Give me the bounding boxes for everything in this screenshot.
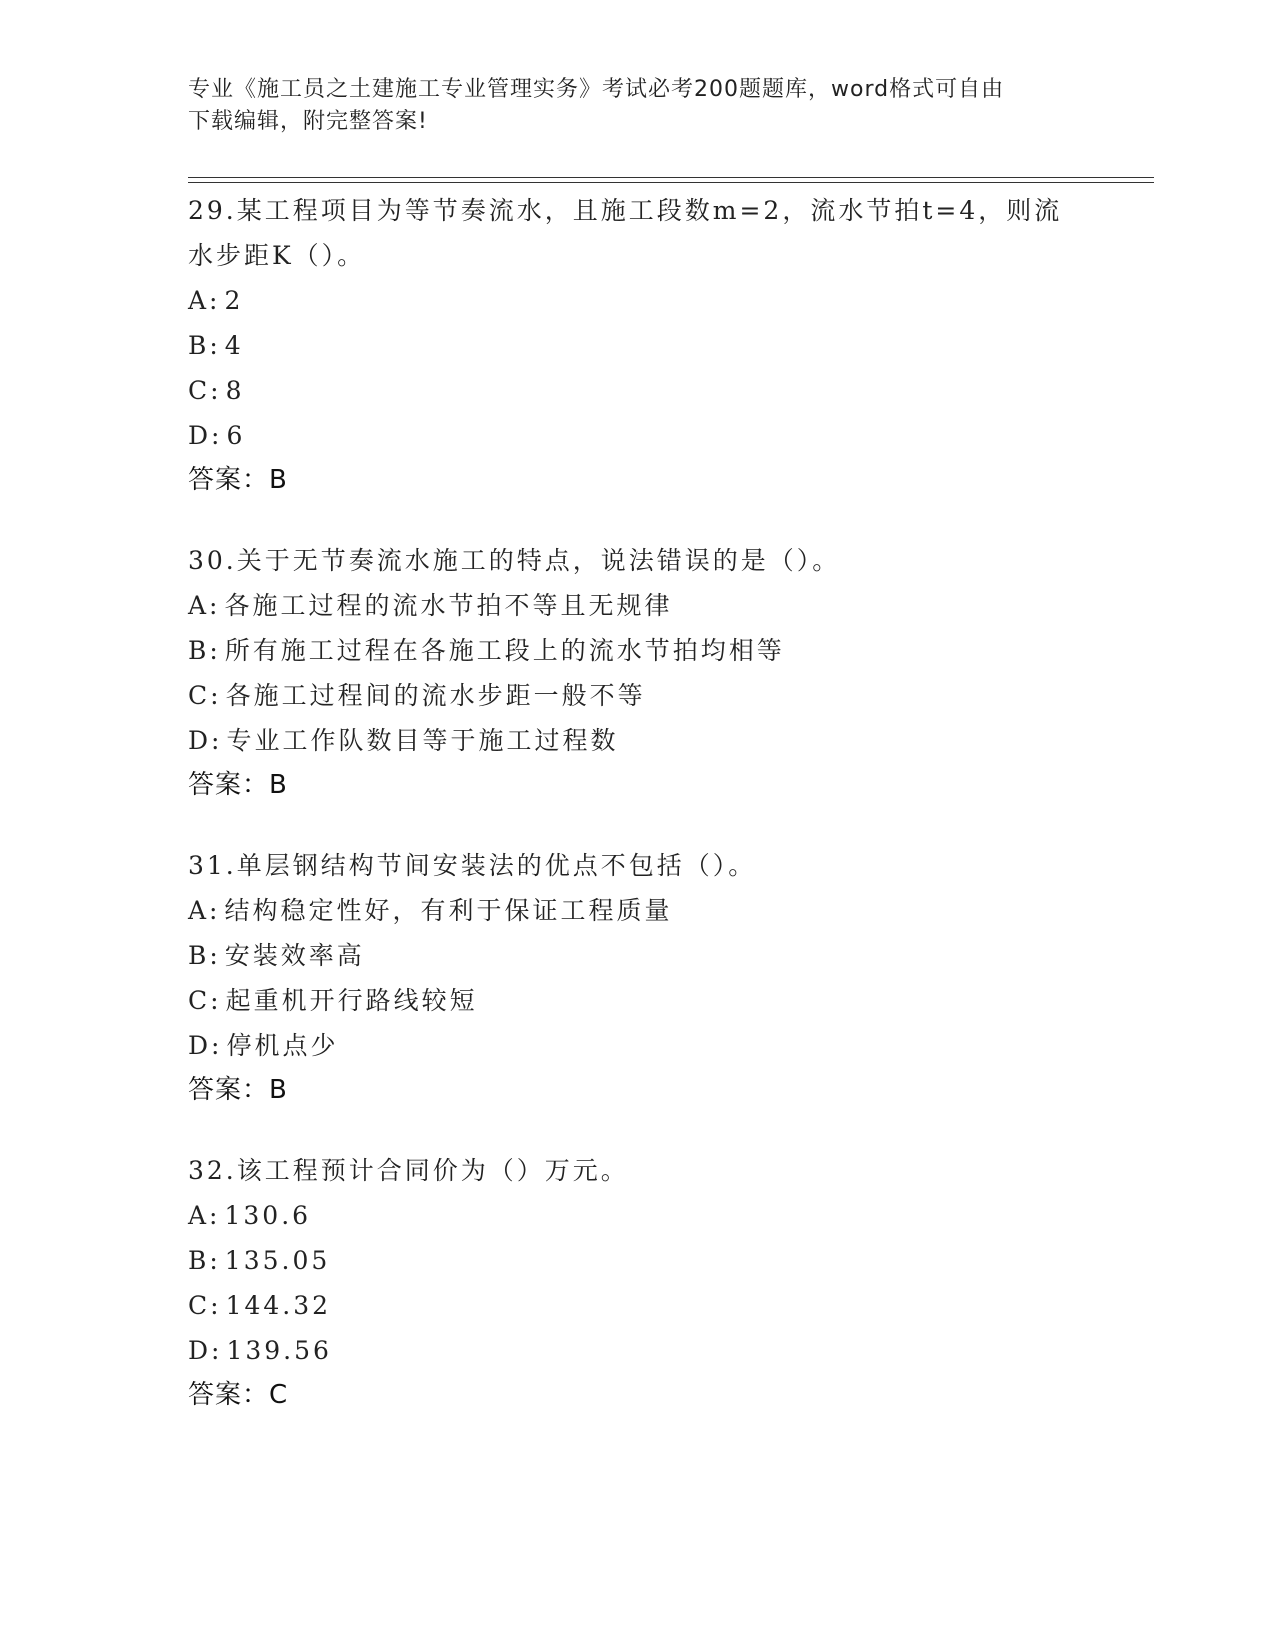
header-line-1: 专业《施工员之土建施工专业管理实务》考试必考200题题库，word格式可自由	[188, 77, 1005, 102]
option-text: 各施工过程间的流水步距一般不等	[225, 681, 646, 710]
option-text: 6	[226, 421, 246, 450]
option-letter: C:	[188, 1291, 222, 1320]
option-a	[188, 583, 1088, 628]
option-a	[188, 888, 1088, 933]
option-b	[188, 1238, 1088, 1283]
option-d	[188, 413, 1088, 458]
header-line-2: 下载编辑，附完整答案!	[188, 109, 428, 134]
option-text: 130.6	[224, 1201, 312, 1230]
option-d	[188, 1023, 1088, 1068]
option-text: 各施工过程的流水节拍不等且无规律	[224, 591, 673, 620]
question-stem-line-1: 29.某工程项目为等节奏流水，且施工段数m=2，流水节拍t=4，则流	[188, 196, 1063, 225]
document-header	[188, 74, 1088, 138]
option-d	[188, 718, 1088, 763]
header-divider-bottom	[188, 182, 1154, 183]
option-c	[188, 1283, 1088, 1328]
option-letter: C:	[188, 376, 222, 405]
option-text: 专业工作队数目等于施工过程数	[226, 726, 619, 755]
option-letter: D:	[188, 1336, 223, 1365]
option-text: 结构稳定性好，有利于保证工程质量	[224, 896, 673, 925]
question-29	[188, 188, 1088, 502]
answer-line: 答案：C	[188, 1380, 289, 1410]
question-31	[188, 843, 1088, 1112]
option-letter: A:	[188, 286, 221, 315]
option-text: 139.56	[226, 1336, 332, 1365]
option-text: 停机点少	[226, 1031, 339, 1060]
option-d	[188, 1328, 1088, 1373]
option-b	[188, 628, 1088, 673]
option-text: 144.32	[225, 1291, 332, 1320]
answer-line: 答案：B	[188, 465, 288, 495]
answer-line: 答案：B	[188, 770, 288, 800]
option-letter: B:	[188, 1246, 221, 1275]
option-letter: B:	[188, 636, 221, 665]
question-stem-line-1: 31.单层钢结构节间安装法的优点不包括（）。	[188, 851, 757, 880]
option-text: 安装效率高	[224, 941, 365, 970]
option-text: 2	[224, 286, 244, 315]
option-text: 135.05	[224, 1246, 331, 1275]
question-stem-line-1: 32.该工程预计合同价为（）万元。	[188, 1156, 629, 1185]
option-letter: D:	[188, 726, 223, 755]
question-stem-line-2: 水步距K（）。	[188, 241, 366, 270]
option-text: 4	[224, 331, 244, 360]
option-letter: B:	[188, 331, 221, 360]
option-a	[188, 278, 1088, 323]
question-30	[188, 538, 1088, 807]
option-letter: B:	[188, 941, 221, 970]
option-c	[188, 978, 1088, 1023]
option-c	[188, 673, 1088, 718]
option-text: 所有施工过程在各施工段上的流水节拍均相等	[224, 636, 785, 665]
option-letter: D:	[188, 1031, 223, 1060]
option-c	[188, 368, 1088, 413]
option-letter: A:	[188, 591, 221, 620]
option-a	[188, 1193, 1088, 1238]
option-b	[188, 933, 1088, 978]
option-letter: A:	[188, 1201, 221, 1230]
option-letter: C:	[188, 986, 222, 1015]
header-divider-top	[188, 177, 1154, 178]
option-letter: C:	[188, 681, 222, 710]
option-b	[188, 323, 1088, 368]
option-text: 8	[225, 376, 245, 405]
option-letter: A:	[188, 896, 221, 925]
option-text: 起重机开行路线较短	[225, 986, 478, 1015]
question-stem-line-1: 30.关于无节奏流水施工的特点，说法错误的是（）。	[188, 546, 841, 575]
answer-line: 答案：B	[188, 1075, 288, 1105]
question-32	[188, 1148, 1088, 1417]
option-letter: D:	[188, 421, 223, 450]
